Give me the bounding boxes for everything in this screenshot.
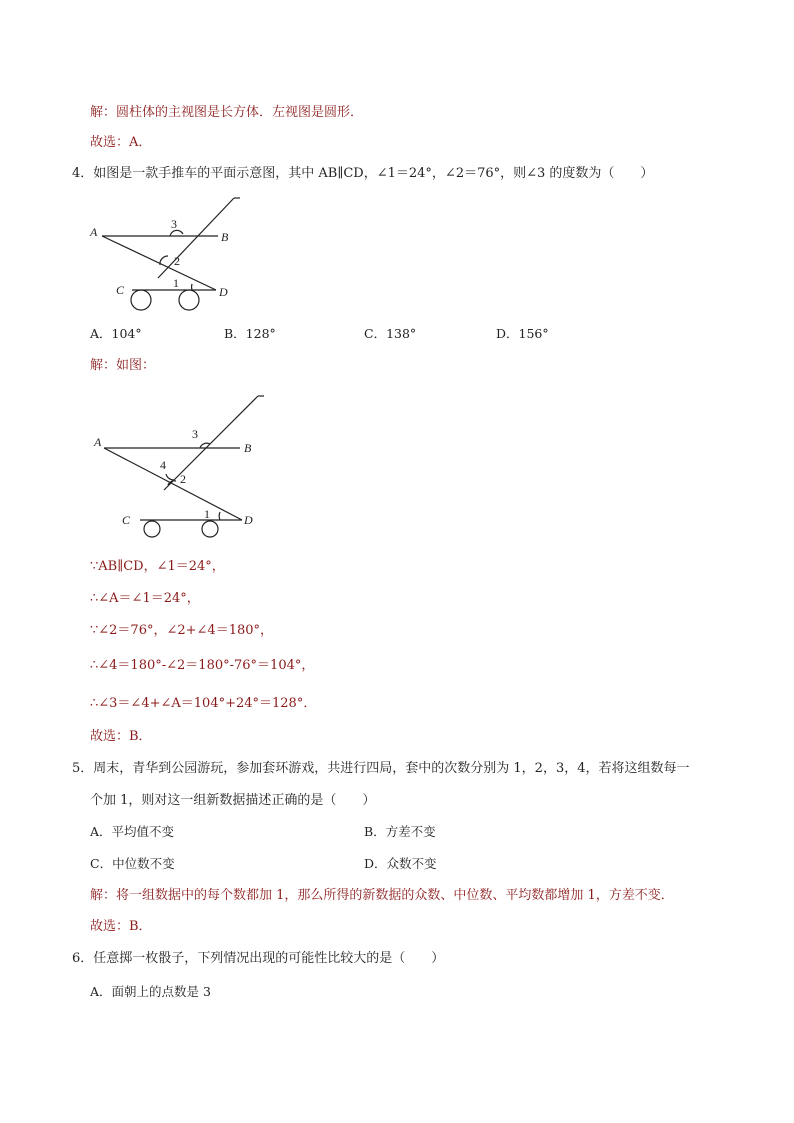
fig2-label-4: 4 [160,458,166,472]
q4-option-b: B．128° [224,326,276,341]
q4-solution-intro: 解：如图： [90,358,156,373]
fig1-label-1: 1 [173,276,179,290]
fig1-label-c: C [116,283,125,297]
q5-option-b: B．方差不变 [364,824,436,839]
fig2-label-c: C [122,513,131,527]
q4-step-1: ∵AB∥CD，∠1＝24°， [90,559,225,574]
fig2-label-d: D [244,513,253,527]
wheel-right [202,521,218,537]
fig1-label-b: B [221,230,229,244]
q5-answer: 故选：B． [90,919,152,934]
q4-step-5: ∴∠3＝∠4+∠A＝104°+24°＝128°． [90,696,317,711]
wheel-left [144,521,160,537]
q4-step-4: ∴∠4＝180°-∠2＝180°-76°＝104°， [90,658,315,673]
q4-answer: 故选：B． [90,729,152,744]
angle-3-arc [170,230,183,236]
q5-option-c: C．中位数不变 [90,856,175,871]
q4-question: 4．如图是一款手推车的平面示意图，其中 AB∥CD，∠1＝24°，∠2＝76°，则∠3 的度数为（ ） [72,166,654,181]
wheel-right [179,290,199,310]
fig2-label-b: B [244,441,252,455]
angle-4-arc [166,474,174,480]
line-ad [102,236,216,290]
q5-solution: 解：将一组数据中的每个数都加 1，那么所得的新数据的众数、中位数、平均数都增加 1，方差不变． [90,888,674,903]
q4-option-a: A．104° [90,326,142,341]
q4-step-2: ∴∠A＝∠1＝24°， [90,591,200,606]
q4-option-d: D．156° [496,326,549,341]
q6-option-a: A．面朝上的点数是 3 [90,984,211,999]
fig2-label-a: A [94,435,102,449]
fig1-label-d: D [219,285,228,299]
fig2-label-2: 2 [180,472,186,486]
wheel-left [131,290,151,310]
q4-option-c: C．138° [364,326,417,341]
q4-figure-cart [88,192,248,314]
q5-option-d: D．众数不变 [364,856,437,871]
fig1-label-3: 3 [171,217,177,231]
q4-step-3: ∵∠2＝76°，∠2+∠4＝180°， [90,623,274,638]
q5-option-a: A．平均值不变 [90,824,175,839]
q4-figure-solution [92,390,270,540]
line-ad [104,448,242,520]
q6-question: 6．任意掷一枚骰子，下列情况出现的可能性比较大的是（ ） [72,951,445,966]
fig2-label-3: 3 [192,427,198,441]
q3-solution: 解：圆柱体的主视图是长方体．左视图是圆形． [90,105,364,120]
q3-answer: 故选：A． [90,135,152,150]
fig1-label-a: A [90,225,98,239]
q5-question-line2: 个加 1，则对这一组新数据描述正确的是（ ） [90,793,376,808]
q5-question-line1: 5．周末，青华到公园游玩，参加套环游戏，共进行四局，套中的次数分别为 1，2，3，4，若将这组数每一 [72,761,690,776]
fig2-label-1: 1 [204,507,210,521]
fig1-label-2: 2 [174,254,180,268]
angle-1-arc [219,512,220,520]
